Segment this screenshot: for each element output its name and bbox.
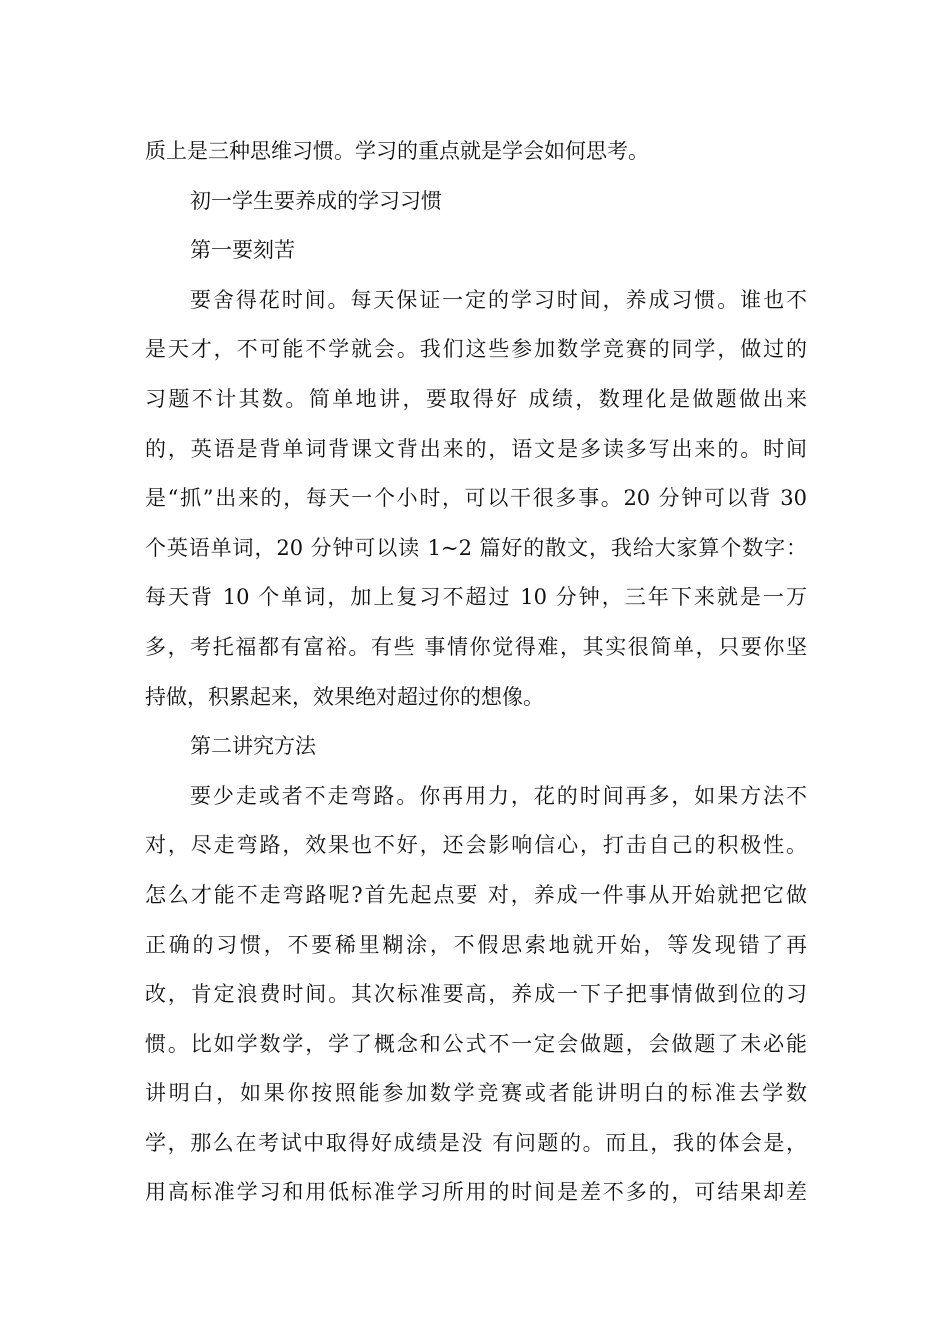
text-line: 是“抓”出来的，每天一个小时，可以干很多事。20 分钟可以背 30 <box>145 486 807 511</box>
text-line: 质上是三种思维习惯。学习的重点就是学会如何思考。 <box>145 139 649 163</box>
text-line: 对，尽走弯路，效果也不好，还会影响信心，打击自己的积极性。 <box>145 833 807 858</box>
text-line: 的，英语是背单词背课文背出来的，语文是多读多写出来的。时间 <box>145 436 807 461</box>
text-line: 讲明白，如果你按照能参加数学竞赛或者能讲明白的标准去学数 <box>145 1081 807 1106</box>
text-line: 每天背 10 个单词，加上复习不超过 10 分钟，三年下来就是一万 <box>145 585 807 610</box>
text-line: 初一学生要养成的学习习惯 <box>190 188 442 213</box>
text-line: 第二讲究方法 <box>190 734 316 759</box>
text-line: 持做，积累起来，效果绝对超过你的想像。 <box>145 684 544 709</box>
text-line: 学，那么在考试中取得好成绩是没 有问题的。而且，我的体会是， <box>145 1130 807 1155</box>
text-line: 改，肯定浪费时间。其次标准要高，养成一下子把事情做到位的习 <box>145 982 807 1007</box>
text-line: 正确的习惯，不要稀里糊涂，不假思索地就开始，等发现错了再 <box>145 932 807 957</box>
text-line: 个英语单词，20 分钟可以读 1~2 篇好的散文，我给大家算个数字： <box>145 535 807 560</box>
text-line: 要舍得花时间。每天保证一定的学习时间，养成习惯。谁也不 <box>190 287 807 312</box>
text-line: 用高标准学习和用低标准学习所用的时间是差不多的，可结果却差 <box>145 1180 807 1205</box>
text-line: 怎么才能不走弯路呢?首先起点要 对，养成一件事从开始就把它做 <box>145 882 807 907</box>
text-line: 是天才，不可能不学就会。我们这些参加数学竞赛的同学，做过的 <box>145 337 807 362</box>
document-body <box>145 127 807 1218</box>
text-line: 多，考托福都有富裕。有些 事情你觉得难，其实很简单，只要你坚 <box>145 634 807 659</box>
text-line: 惯。比如学数学，学了概念和公式不一定会做题，会做题了未必能 <box>145 1031 807 1056</box>
text-line: 要少走或者不走弯路。你再用力，花的时间再多，如果方法不 <box>190 783 807 808</box>
text-line: 习题不计其数。简单地讲，要取得好 成绩，数理化是做题做出来 <box>145 386 807 411</box>
text-line: 第一要刻苦 <box>190 238 295 263</box>
